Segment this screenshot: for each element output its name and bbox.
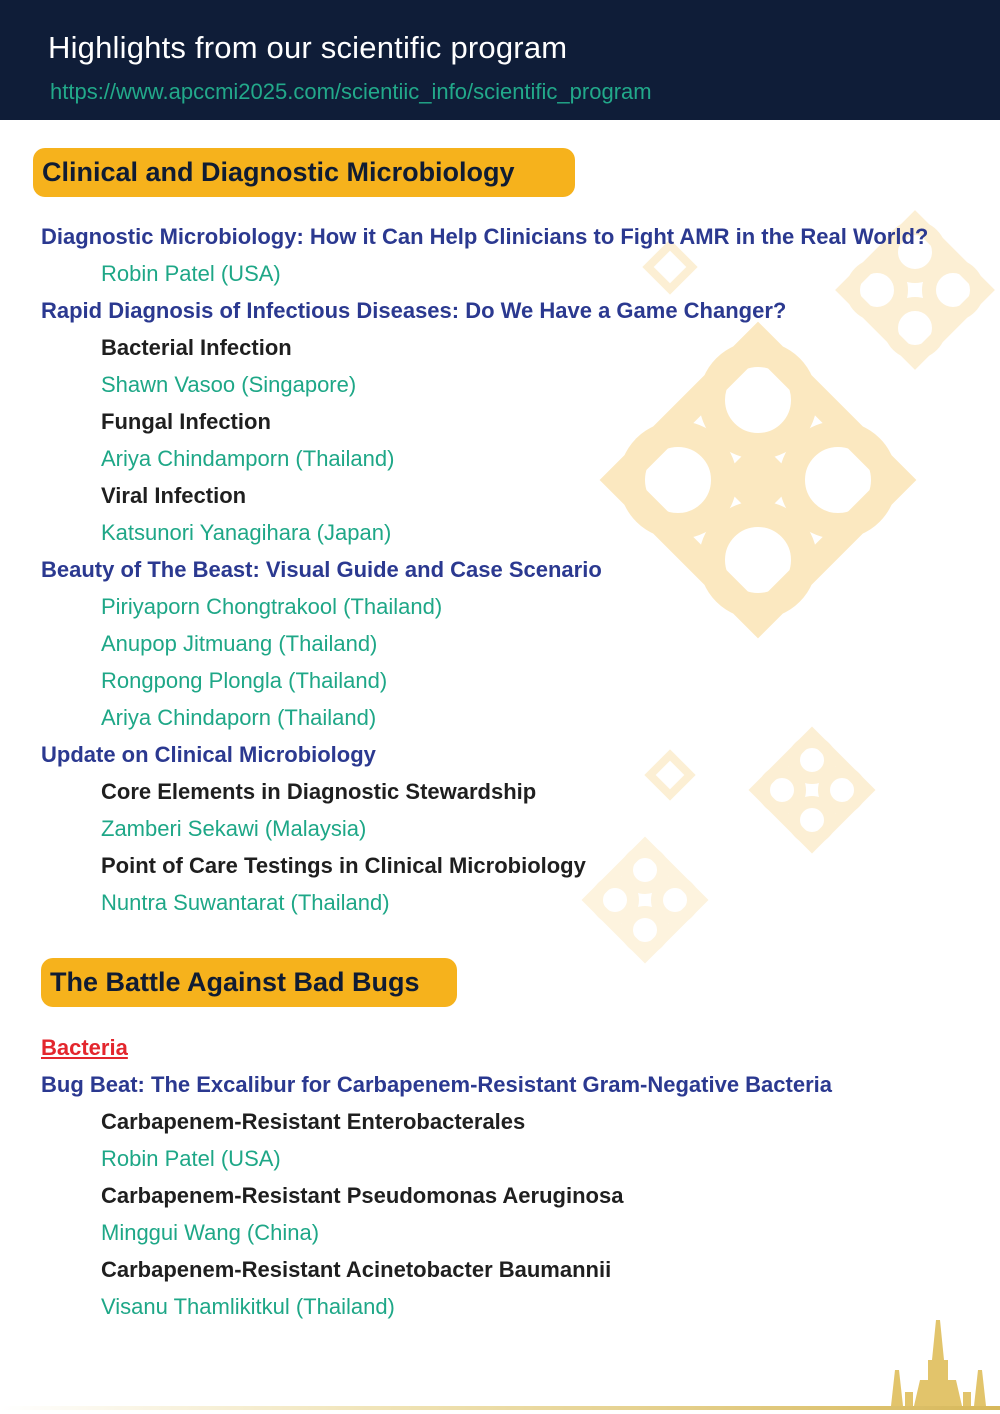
speaker-name: Nuntra Suwantarat (Thailand) (101, 890, 390, 915)
section-bad-bugs-title: The Battle Against Bad Bugs (41, 958, 457, 1007)
subtopic-title: Core Elements in Diagnostic Stewardship (101, 779, 537, 804)
speaker-name: Ariya Chindaporn (Thailand) (101, 705, 377, 730)
speaker-name: Robin Patel (USA) (101, 261, 281, 286)
header-banner (0, 0, 1000, 120)
program-url-link[interactable]: https://www.apccmi2025.com/scientiic_info/scientific_program (50, 79, 652, 104)
footer-gold-rule (0, 1406, 1000, 1410)
mid-right-ornament-icon (757, 735, 867, 845)
subtopic-title: Point of Care Testings in Clinical Microbiology (101, 853, 586, 878)
speaker-name: Piriyaporn Chongtrakool (Thailand) (101, 594, 443, 619)
speaker-name: Shawn Vasoo (Singapore) (101, 372, 357, 397)
large-ornament-icon (618, 340, 898, 620)
speaker-name: Visanu Thamlikitkul (Thailand) (101, 1294, 395, 1319)
subtopic-title: Carbapenem-Resistant Pseudomonas Aeruginosa (101, 1183, 624, 1208)
speaker-name: Zamberi Sekawi (Malaysia) (101, 816, 367, 841)
category-label: Bacteria (41, 1035, 128, 1060)
speaker-name: Rongpong Plongla (Thailand) (101, 668, 388, 693)
speaker-name: Robin Patel (USA) (101, 1146, 281, 1171)
temple-icon (891, 1320, 986, 1406)
speaker-name: Minggui Wang (China) (101, 1220, 320, 1245)
topic-title: Rapid Diagnosis of Infectious Diseases: Do We Have a Game Changer? (41, 298, 787, 323)
topic-title: Bug Beat: The Excalibur for Carbapenem-Resistant Gram-Negative Bacteria (41, 1072, 833, 1097)
page-title: Highlights from our scientific program (48, 30, 568, 65)
subtopic-title: Bacterial Infection (101, 335, 292, 360)
small-diamond-icon (648, 245, 692, 795)
topic-title: Diagnostic Microbiology: How it Can Help Clinicians to Fight AMR in the Real World? (41, 224, 929, 249)
lower-ornament-icon (590, 845, 700, 955)
subtopic-title: Carbapenem-Resistant Enterobacterales (101, 1109, 526, 1134)
speaker-name: Anupop Jitmuang (Thailand) (101, 631, 378, 656)
topic-title: Beauty of The Beast: Visual Guide and Case Scenario (41, 557, 602, 582)
speaker-name: Ariya Chindamporn (Thailand) (101, 446, 395, 471)
topic-title: Update on Clinical Microbiology (41, 742, 376, 767)
subtopic-title: Viral Infection (101, 483, 247, 508)
subtopic-title: Fungal Infection (101, 409, 271, 434)
subtopic-title: Carbapenem-Resistant Acinetobacter Baumannii (101, 1257, 612, 1282)
section-clinical-diagnostic-title: Clinical and Diagnostic Microbiology (33, 148, 575, 197)
speaker-name: Katsunori Yanagihara (Japan) (101, 520, 392, 545)
